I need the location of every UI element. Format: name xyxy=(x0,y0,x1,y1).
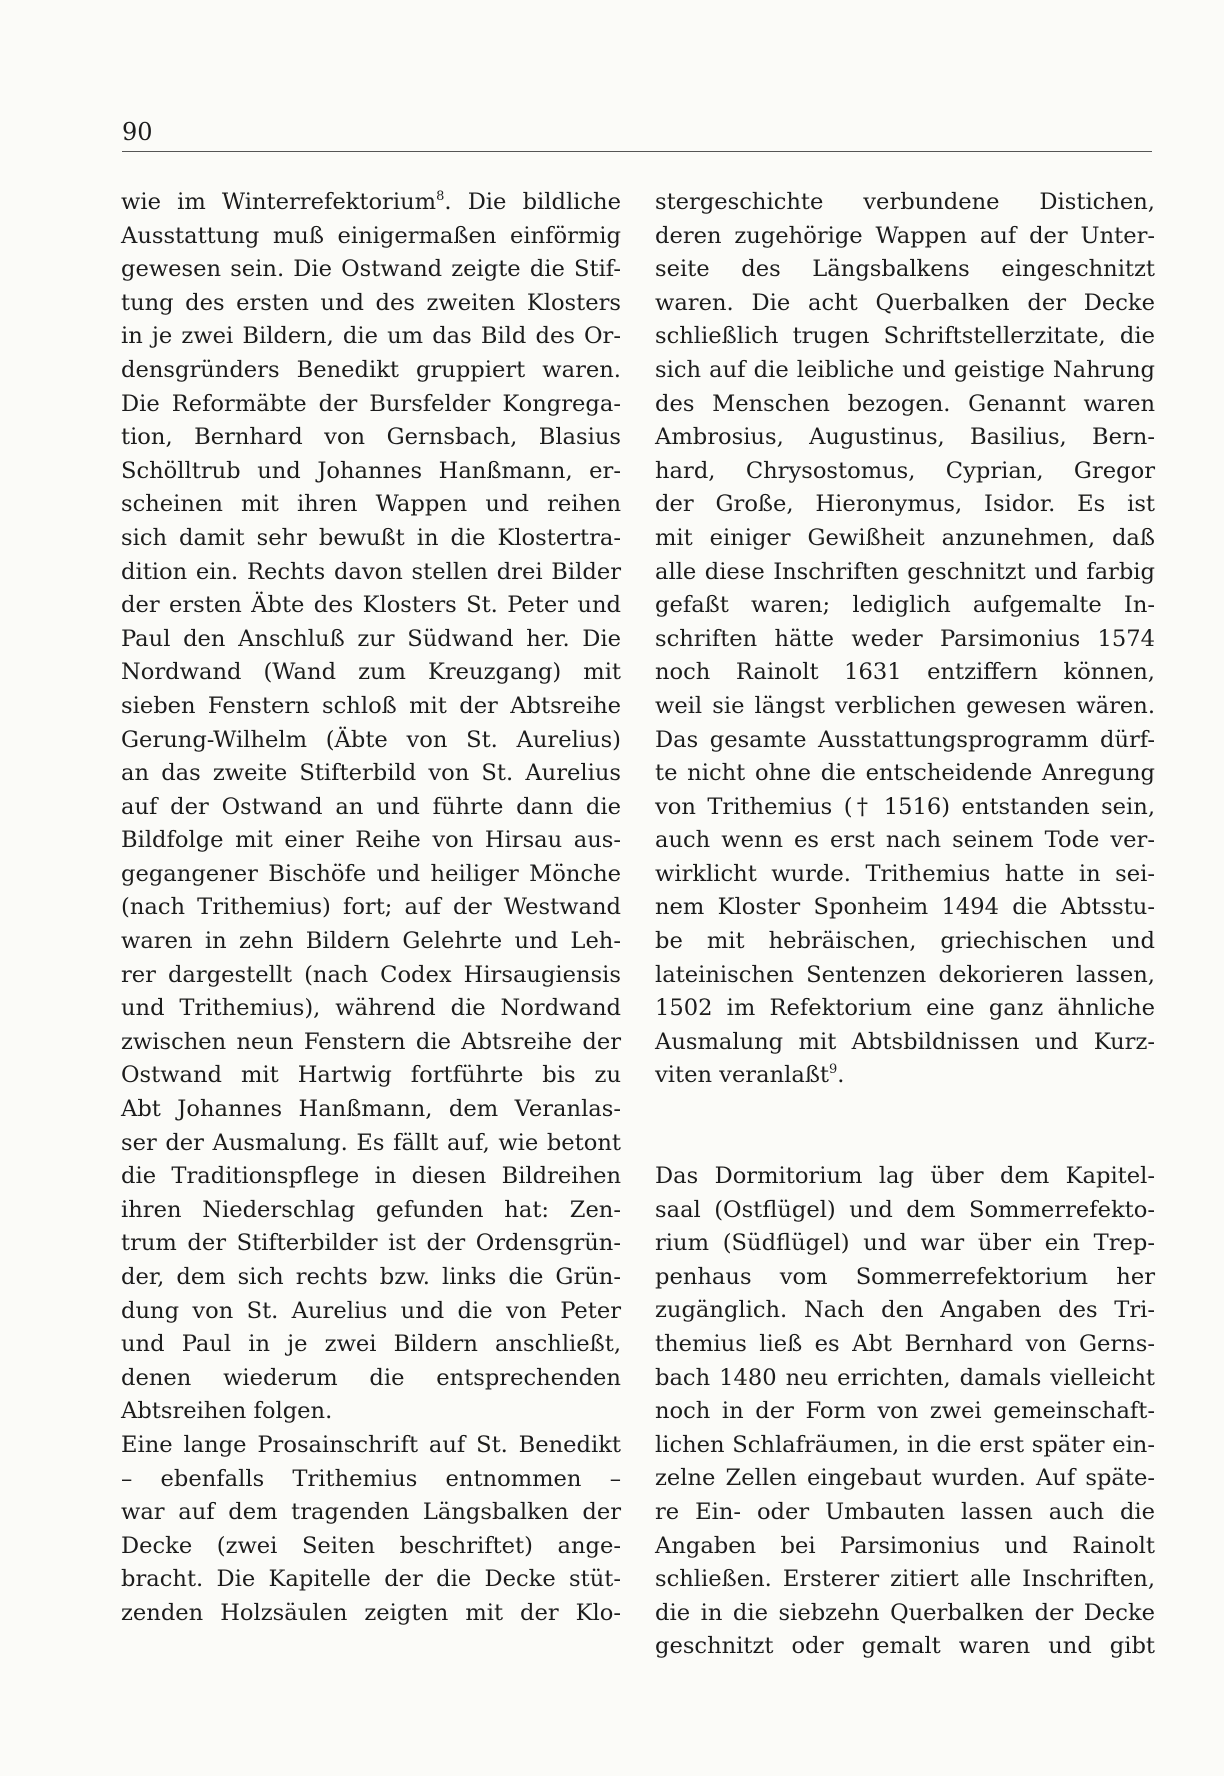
text-line: Angaben bei Parsimonius und Rainolt xyxy=(655,1532,1155,1559)
text-line: der, dem sich rechts bzw. links die Grün- xyxy=(121,1264,621,1290)
text-line: seite des Längsbalkens eingeschnitzt xyxy=(655,256,1155,283)
text-line: zenden Holzsäulen zeigten mit der Klo- xyxy=(121,1599,621,1626)
text-line: dition ein. Rechts davon stellen drei Bilder xyxy=(121,558,621,585)
text-line: Nordwand (Wand zum Kreuzgang) mit xyxy=(121,659,621,686)
text-line: der ersten Äbte des Klosters St. Peter und xyxy=(121,592,621,619)
text-line: wirklicht wurde. Trithemius hatte in sei- xyxy=(655,860,1155,887)
text-line: saal (Ostflügel) und dem Sommerrefekto- xyxy=(655,1196,1155,1223)
text-line: Abtsreihen folgen. xyxy=(121,1398,333,1425)
text-line: nem Kloster Sponheim 1494 die Abtsstu- xyxy=(655,894,1155,921)
text-line: themius ließ es Abt Bernhard von Gerns- xyxy=(655,1331,1155,1357)
text-line: und Paul in je zwei Bildern anschließt, xyxy=(121,1331,621,1358)
text-line: zugänglich. Nach den Angaben des Tri- xyxy=(655,1297,1155,1324)
text-line: Decke (zwei Seiten beschriftet) ange- xyxy=(121,1532,621,1559)
text-line: Ausstattung muß einigermaßen einförmig xyxy=(121,222,621,249)
text-line: in je zwei Bildern, die um das Bild des Or- xyxy=(121,323,621,350)
text-line: scheinen mit ihren Wappen und reihen xyxy=(121,491,621,518)
text-line: mit einiger Gewißheit anzunehmen, daß xyxy=(655,524,1155,551)
text-line: und Trithemius), während die Nordwand xyxy=(121,995,621,1022)
text-line: an das zweite Stifterbild von St. Aurelius xyxy=(121,760,621,787)
text-line: Das gesamte Ausstattungsprogramm dürf- xyxy=(655,726,1155,753)
text-line: gewesen sein. Die Ostwand zeigte die Stif- xyxy=(121,256,621,283)
text-line: schließen. Ersterer zitiert alle Inschriften, xyxy=(655,1566,1155,1593)
text-line: Bildfolge mit einer Reihe von Hirsau aus- xyxy=(121,827,621,854)
text-line: noch in der Form von zwei gemeinschaft- xyxy=(655,1398,1155,1425)
text-line: bracht. Die Kapitelle der die Decke stüt- xyxy=(121,1566,621,1593)
text-line: von Trithemius († 1516) entstanden sein, xyxy=(655,793,1155,820)
text-line: ser der Ausmalung. Es fällt auf, wie betont xyxy=(121,1129,621,1156)
text-line: Gerung-Wilhelm (Äbte von St. Aurelius) xyxy=(121,726,621,753)
text-line: die in die siebzehn Querbalken der Decke xyxy=(655,1599,1155,1626)
text-line: dung von St. Aurelius und die von Peter xyxy=(121,1297,621,1324)
text-line: alle diese Inschriften geschnitzt und farbig xyxy=(655,558,1155,585)
right-paragraph-2 xyxy=(655,1160,1155,1664)
text-line: bach 1480 neu errichten, damals vielleicht xyxy=(655,1364,1155,1391)
text-line: Schölltrub und Johannes Hanßmann, er- xyxy=(121,457,621,484)
page-number: 90 xyxy=(122,118,153,146)
text-line: schriften hätte weder Parsimonius 1574 xyxy=(655,625,1155,652)
text-line: 1502 im Refektorium eine ganz ähnliche xyxy=(655,995,1155,1022)
text-line: Das Dormitorium lag über dem Kapitel- xyxy=(655,1163,1155,1190)
paragraph-gap xyxy=(655,1093,1155,1160)
text-line: die Traditionspflege in diesen Bildreihen xyxy=(121,1163,621,1190)
text-line: war auf dem tragenden Längsbalken der xyxy=(121,1499,621,1526)
text-line: rium (Südflügel) und war über ein Trep- xyxy=(655,1230,1155,1257)
text-line: Die Reformäbte der Bursfelder Kongrega- xyxy=(121,390,621,417)
text-line: des Menschen bezogen. Genannt waren xyxy=(655,390,1155,417)
text-line: deren zugehörige Wappen auf der Unter- xyxy=(655,222,1155,249)
text-line: re Ein- oder Umbauten lassen auch die xyxy=(655,1498,1155,1525)
text-line: (nach Trithemius) fort; auf der Westwand xyxy=(121,894,621,921)
text-line: gefaßt waren; lediglich aufgemalte In- xyxy=(655,592,1155,619)
text-line: tion, Bernhard von Gernsbach, Blasius xyxy=(121,424,621,451)
text-line: noch Rainolt 1631 entziffern können, xyxy=(655,659,1155,686)
text-line: geschnitzt oder gemalt waren und gibt xyxy=(655,1633,1155,1660)
text-line: auch wenn es erst nach seinem Tode ver- xyxy=(655,827,1155,854)
text-line: ihren Niederschlag gefunden hat: Zen- xyxy=(121,1196,621,1223)
text-line: penhaus vom Sommerrefektorium her xyxy=(655,1263,1155,1290)
text-line: Paul den Anschluß zur Südwand her. Die xyxy=(121,625,621,652)
text-line: sieben Fenstern schloß mit der Abtsreihe xyxy=(121,692,621,719)
text-line: der Große, Hieronymus, Isidor. Es ist xyxy=(655,491,1155,518)
text-line: wie im Winterrefektorium$^8$. Die bildliche xyxy=(121,189,621,215)
text-line: waren in zehn Bildern Gelehrte und Leh- xyxy=(121,928,621,955)
text-line: lateinischen Sentenzen dekorieren lassen, xyxy=(655,961,1155,988)
text-line: densgründers Benedikt gruppiert waren. xyxy=(121,356,621,383)
text-line: lichen Schlafräumen, in die erst später ein- xyxy=(655,1431,1155,1458)
text-line: sich auf die leibliche und geistige Nahrung xyxy=(655,356,1155,383)
text-line: schließlich trugen Schriftstellerzitate, die xyxy=(655,323,1155,350)
text-line: auf der Ostwand an und führte dann die xyxy=(121,793,621,820)
text-line: Abt Johannes Hanßmann, dem Veranlas- xyxy=(121,1096,621,1123)
text-line: Eine lange Prosainschrift auf St. Benedikt xyxy=(121,1431,621,1458)
text-line: zelne Zellen eingebaut wurden. Auf späte- xyxy=(655,1465,1155,1492)
text-line: hard, Chrysostomus, Cyprian, Gregor xyxy=(655,457,1155,484)
text-line: trum der Stifterbilder ist der Ordensgrün- xyxy=(121,1230,621,1257)
text-line: te nicht ohne die entscheidende Anregung xyxy=(655,760,1155,787)
footnote-marker[interactable]: 8 xyxy=(436,189,445,204)
text-line: Ostwand mit Hartwig fortführte bis zu xyxy=(121,1062,621,1089)
text-line: gegangener Bischöfe und heiliger Mönche xyxy=(121,860,621,887)
text-line: Ausmalung mit Abtsbildnissen und Kurz- xyxy=(655,1028,1155,1055)
right-text-column xyxy=(655,186,1155,1664)
header-rule xyxy=(122,151,1152,152)
text-line: stergeschichte verbundene Distichen, xyxy=(655,189,1155,215)
text-line: – ebenfalls Trithemius entnommen – xyxy=(121,1465,621,1492)
right-paragraph-1 xyxy=(655,186,1155,1093)
text-line: denen wiederum die entsprechenden xyxy=(121,1364,621,1391)
text-line: sich damit sehr bewußt in die Klostertra- xyxy=(121,524,621,551)
left-text-column xyxy=(121,186,621,1631)
text-line: tung des ersten und des zweiten Klosters xyxy=(121,289,621,316)
text-line: Ambrosius, Augustinus, Basilius, Bern- xyxy=(655,424,1155,451)
text-line: zwischen neun Fenstern die Abtsreihe der xyxy=(121,1028,621,1055)
text-line: rer dargestellt (nach Codex Hirsaugiensis xyxy=(121,961,621,988)
text-line: waren. Die acht Querbalken der Decke xyxy=(655,289,1155,316)
text-line: be mit hebräischen, griechischen und xyxy=(655,928,1155,955)
text-line: weil sie längst verblichen gewesen wären. xyxy=(655,692,1155,719)
text-line: viten veranlaßt$^9$. xyxy=(655,1062,845,1089)
footnote-marker[interactable]: 9 xyxy=(829,1062,838,1078)
